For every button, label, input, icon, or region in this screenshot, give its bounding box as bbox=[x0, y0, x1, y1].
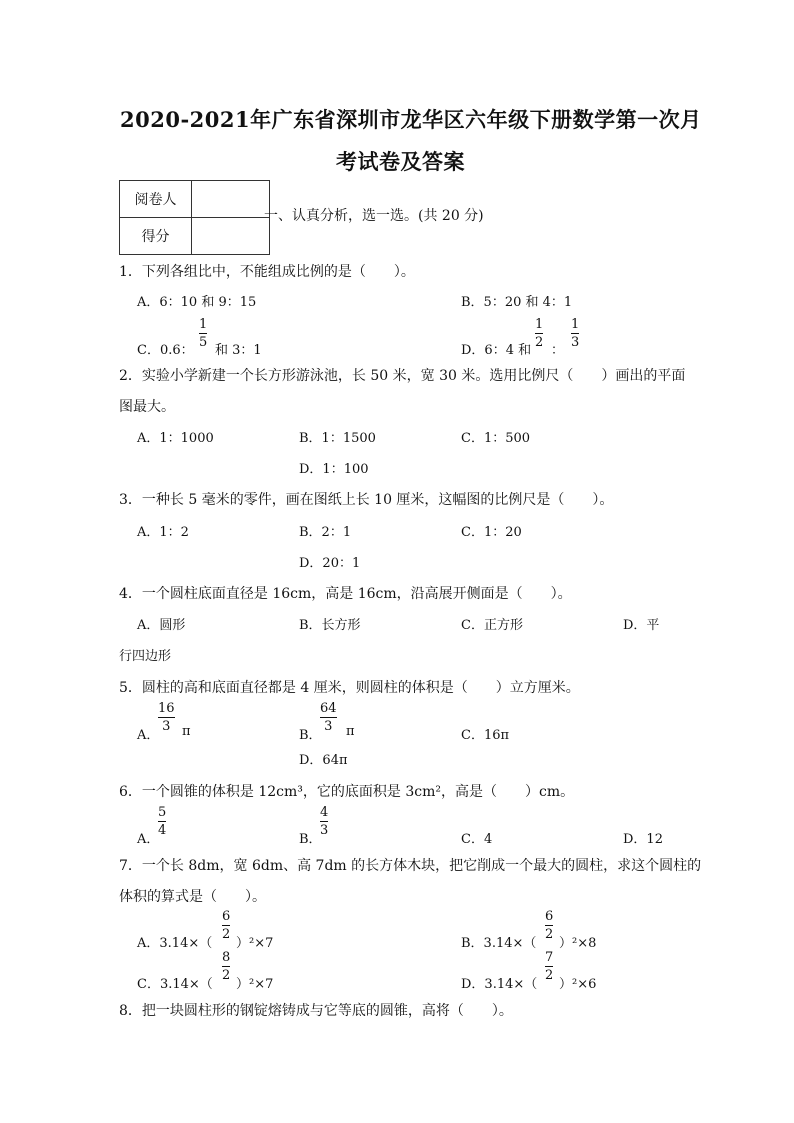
q6-option-a: A． bbox=[137, 832, 160, 847]
fraction-denominator: 4 bbox=[158, 823, 167, 838]
question-2-stem-line2: 图最大。 bbox=[119, 399, 175, 415]
q2-option-c: C．1：500 bbox=[461, 431, 531, 446]
q4-option-d: D．平 bbox=[623, 618, 660, 633]
question-4-stem: 4．一个圆柱底面直径是 16cm，高是 16cm，沿高展开侧面是（ ）。 bbox=[119, 586, 572, 602]
q1-option-d-colon: ： bbox=[551, 343, 565, 358]
q5-option-c: C．16π bbox=[461, 728, 510, 743]
fraction-denominator: 3 bbox=[324, 719, 333, 734]
question-2-stem-line1: 2．实验小学新建一个长方形游泳池，长 50 米，宽 30 米。选用比例尺（ ）画出的平面 bbox=[119, 368, 686, 384]
section-heading: 一、认真分析，选一选。(共 20 分) bbox=[264, 208, 484, 224]
q4-option-b: B．长方形 bbox=[299, 618, 361, 633]
question-7-stem-line1: 7．一个长 8dm，宽 6dm、高 7dm 的长方体木块，把它削成一个最大的圆柱，求这个圆柱的 bbox=[119, 858, 702, 874]
fraction-denominator: 2 bbox=[222, 968, 231, 983]
q7-option-c-post: ）²×7 bbox=[236, 977, 274, 992]
q4-option-c: C．正方形 bbox=[461, 618, 523, 633]
q7-option-a-fraction bbox=[222, 909, 230, 942]
question-8-stem: 8．把一块圆柱形的钢锭熔铸成与它等底的圆锥，高将（ ）。 bbox=[119, 1003, 513, 1019]
question-6-stem: 6．一个圆锥的体积是 12cm³，它的底面积是 3cm²，高是（ ）cm。 bbox=[119, 784, 575, 800]
q4-option-a: A．圆形 bbox=[137, 618, 186, 633]
q5-option-d: D．64π bbox=[299, 753, 348, 768]
q5-option-b: B． bbox=[299, 728, 322, 743]
q2-option-a: A．1：1000 bbox=[137, 431, 214, 446]
document-title-line1: 2020-2021年广东省深圳市龙华区六年级下册数学第一次月 bbox=[120, 107, 702, 132]
question-5-stem: 5．圆柱的高和底面直径都是 4 厘米，则圆柱的体积是（ ）立方厘米。 bbox=[119, 680, 580, 696]
fraction-numerator: 16 bbox=[158, 701, 175, 716]
q7-option-a-post: ）²×7 bbox=[236, 936, 274, 951]
q3-option-d: D．20：1 bbox=[299, 556, 361, 571]
q3-option-b: B．2：1 bbox=[299, 525, 352, 540]
q5-option-a-fraction bbox=[158, 701, 175, 734]
q5-option-b-fraction bbox=[320, 701, 337, 734]
q7-option-b: B．3.14×（ bbox=[461, 936, 537, 951]
q7-option-c-fraction bbox=[222, 950, 230, 983]
fraction-denominator: 2 bbox=[545, 927, 554, 942]
fraction-numerator: 1 bbox=[571, 317, 580, 332]
q7-option-c: C．3.14×（ bbox=[137, 977, 213, 992]
q1-option-c-fraction bbox=[199, 317, 207, 350]
document-title-line2: 考试卷及答案 bbox=[336, 149, 465, 174]
q6-option-a-fraction bbox=[158, 805, 166, 838]
fraction-numerator: 1 bbox=[199, 317, 208, 332]
q5-option-a: A． bbox=[137, 728, 160, 743]
q1-option-d-fraction2 bbox=[571, 317, 579, 350]
score-table bbox=[119, 180, 270, 255]
fraction-numerator: 7 bbox=[545, 950, 554, 965]
q2-option-d: D．1：100 bbox=[299, 462, 369, 477]
q1-option-a: A．6：10 和 9：15 bbox=[137, 295, 257, 310]
fraction-denominator: 3 bbox=[162, 719, 171, 734]
q6-option-d: D．12 bbox=[623, 832, 663, 847]
score-cell bbox=[192, 218, 270, 255]
fraction-numerator: 4 bbox=[320, 805, 329, 820]
fraction-numerator: 8 bbox=[222, 950, 231, 965]
q7-option-d: D．3.14×（ bbox=[461, 977, 538, 992]
question-7-stem-line2: 体积的算式是（ ）。 bbox=[119, 889, 266, 905]
q5-option-a-pi: π bbox=[182, 724, 191, 739]
fraction-denominator: 2 bbox=[545, 968, 554, 983]
fraction-numerator: 6 bbox=[222, 909, 231, 924]
q6-option-b: B． bbox=[299, 832, 322, 847]
question-1-stem: 1．下列各组比中，不能组成比例的是（ ）。 bbox=[119, 264, 415, 280]
fraction-numerator: 5 bbox=[158, 805, 167, 820]
q3-option-a: A．1：2 bbox=[137, 525, 189, 540]
reviewer-label: 阅卷人 bbox=[120, 181, 192, 218]
q7-option-a: A．3.14×（ bbox=[137, 936, 213, 951]
q2-option-b: B．1：1500 bbox=[299, 431, 376, 446]
q7-option-d-fraction bbox=[545, 950, 553, 983]
score-label: 得分 bbox=[120, 218, 192, 255]
q3-option-c: C．1：20 bbox=[461, 525, 522, 540]
fraction-denominator: 3 bbox=[320, 823, 329, 838]
fraction-denominator: 3 bbox=[571, 335, 580, 350]
fraction-numerator: 1 bbox=[535, 317, 544, 332]
q4-option-d-continued: 行四边形 bbox=[119, 649, 172, 664]
q7-option-b-post: ）²×8 bbox=[559, 936, 597, 951]
reviewer-cell bbox=[192, 181, 270, 218]
fraction-numerator: 6 bbox=[545, 909, 554, 924]
q1-option-c-post: 和 3：1 bbox=[215, 343, 262, 358]
q5-option-b-pi: π bbox=[346, 724, 355, 739]
q1-option-d-fraction1 bbox=[535, 317, 543, 350]
fraction-numerator: 64 bbox=[320, 701, 337, 716]
q6-option-c: C．4 bbox=[461, 832, 493, 847]
fraction-denominator: 2 bbox=[222, 927, 231, 942]
fraction-denominator: 2 bbox=[535, 335, 544, 350]
q1-option-d: D．6：4 和 bbox=[461, 343, 532, 358]
q7-option-b-fraction bbox=[545, 909, 553, 942]
q7-option-d-post: ）²×6 bbox=[559, 977, 597, 992]
q6-option-b-fraction bbox=[320, 805, 328, 838]
q1-option-b: B．5：20 和 4：1 bbox=[461, 295, 573, 310]
q1-option-c: C．0.6： bbox=[137, 343, 194, 358]
fraction-denominator: 5 bbox=[199, 335, 208, 350]
question-3-stem: 3．一种长 5 毫米的零件，画在图纸上长 10 厘米，这幅图的比例尺是（ ）。 bbox=[119, 492, 614, 508]
